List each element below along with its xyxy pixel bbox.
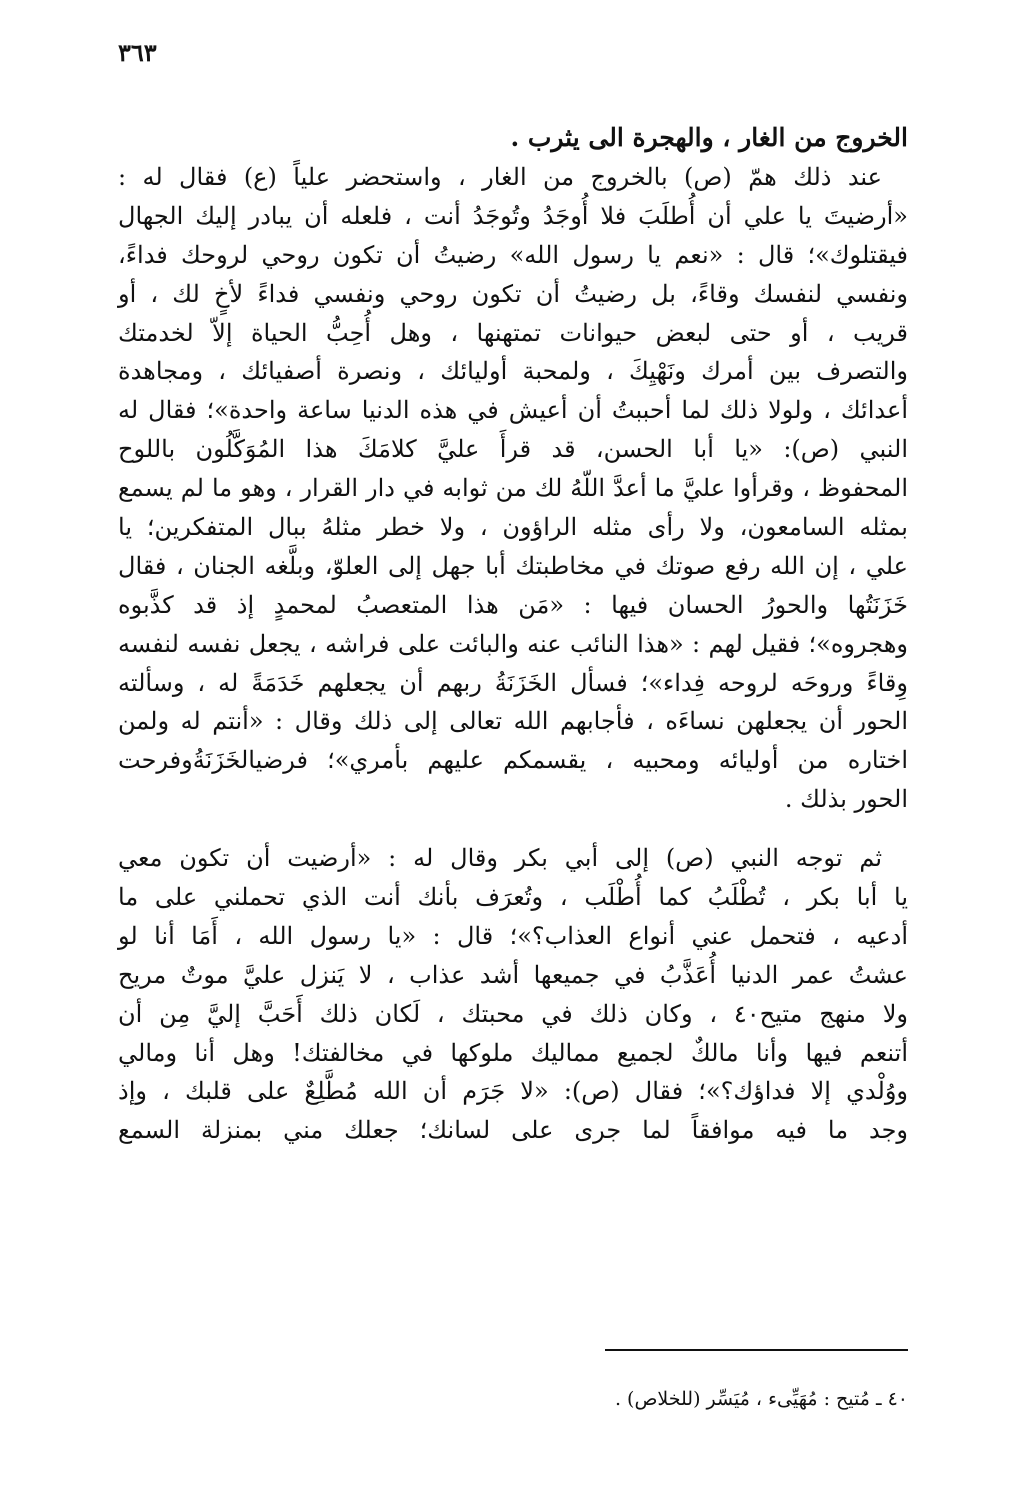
body-text [118,118,908,1150]
text-line: ولا منهج متيح٤٠ ، وكان ذلك في محبتك ، لَكان ذلك أَحَبَّ إليَّ مِن أن [118,999,908,1028]
text-line: المحفوظ ، وقرأوا عليَّ ما أعدَّ اللّهُ لك من ثوابه في دار القرار ، وهو ما لم يسمع [118,474,908,503]
paragraph-1 [118,158,908,819]
text-line: الحور بذلك . [784,785,908,814]
section-heading: الخروج من الغار ، والهجرة الى يثرب . [510,123,908,152]
text-line: خَزَنَتُها والحورُ الحسان فيها : «مَن هذا المتعصبُ لمحمدٍ إذ قد كذَّبوه [118,590,908,619]
text-line: علي ، إن الله رفع صوتك في مخاطبتك أبا جهل إلى العلوّ، وبلَّغه الجنان ، فقال [118,551,908,580]
text-line: بمثله السامعون، ولا رأى مثله الراؤون ، ولا خطر مثلهُ ببال المتفكرين؛ يا [118,513,908,542]
text-line: ونفسي لنفسك وقاءً، بل رضيتُ أن تكون روحي ونفسي فداءً لأخٍ لك ، أو [118,279,908,308]
text-line: عشتُ عمر الدنيا أُعَذَّبُ في جميعها أشد عذاب ، لا يَنزل عليَّ موتٌ مريح [118,960,908,989]
text-line: وهجروه»؛ فقيل لهم : «هذا النائب عنه والبائت على فراشه ، يجعل نفسه لنفسه [118,629,908,658]
paragraph-gap [118,819,908,839]
text-line: «أرضيتَ يا علي أن أُطلَبَ فلا أُوجَدُ وتُوجَدُ أنت ، فلعله أن يبادر إليك الجهال [118,201,908,230]
footnote: ٤٠ ـ مُتيح : مُهَيِّىء ، مُيَسِّر (للخلاص) . [614,1388,908,1410]
text-line: عند ذلك همّ (ص) بالخروج من الغار ، واستحضر علياً (ع) فقال له : [118,163,882,191]
text-line: أدعيه ، فتحمل عني أنواع العذاب؟»؛ قال : «يا رسول الله ، أَمَا أنا لو [118,921,908,950]
text-line: قريب ، أو حتى لبعض حيوانات تمتهنها ، وهل أُحِبُّ الحياة إلاّ لخدمتك [118,318,908,347]
text-line: وِقاءً وروحَه لروحه فِداء»؛ فسأل الخَزَنَةُ ربهم أن يجعلهم خَدَمَةً له ، وسألته [118,668,908,697]
page-number: ٣٦٣ [118,38,157,67]
text-line: يا أبا بكر ، تُطْلَبُ كما أُطْلَب ، وتُعرَف بأنك أنت الذي تحملني على ما [118,883,908,912]
text-line: فيقتلوك»؛ قال : «نعم يا رسول الله» رضيتُ أن تكون روحي لروحك فداءً، [118,240,908,269]
paragraph-2 [118,839,908,1150]
text-line: وجد ما فيه موافقاً لما جرى على لسانك؛ جعلك مني بمنزلة السمع [118,1116,909,1145]
footnote-divider [605,1349,908,1351]
text-line: أتنعم فيها وأنا مالكٌ لجميع مماليك ملوكها في مخالفتك! وهل أنا ومالي [118,1038,908,1067]
text-line: والتصرف بين أمرك ونَهْيِكَ ، ولمحبة أوليائك ، ونصرة أصفيائك ، ومجاهدة [118,357,908,386]
text-line: ووُلْدي إلا فداؤك؟»؛ فقال (ص): «لا جَرَم أن الله مُطَّلِعٌ على قلبك ، وإذ [118,1077,908,1106]
text-line: النبي (ص): «يا أبا الحسن، قد قرأَ عليَّ كلامَكَ هذا المُوَكَّلُون باللوح [118,435,908,464]
text-line: الحور أن يجعلهن نساءَه ، فأجابهم الله تعالى إلى ذلك وقال : «أنتم له ولمن [118,707,908,736]
text-line: ثم توجه النبي (ص) إلى أبي بكر وقال له : «أرضيت أن تكون معي [118,844,882,873]
text-line: اختاره من أوليائه ومحبيه ، يقسمكم عليهم بأمري»؛ فرضيالخَزَنَةُوفرحت [118,746,908,775]
text-line: أعدائك ، ولولا ذلك لما أحببتُ أن أعيش في هذه الدنيا ساعة واحدة»؛ فقال له [118,396,908,425]
